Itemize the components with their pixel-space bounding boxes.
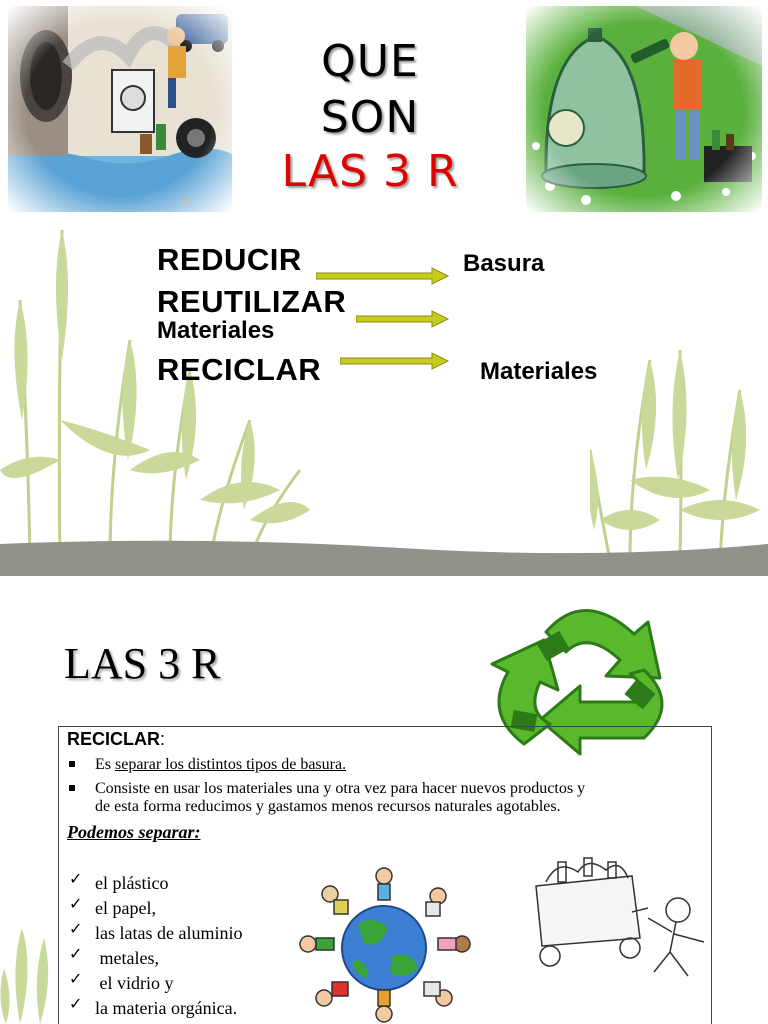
bullet-consiste-line-1: Consiste en usar los materiales una y otra vez para hacer nuevos productos y — [95, 780, 586, 797]
slide-2-title: LAS 3 R — [64, 639, 221, 688]
target-reducir: Basura — [463, 250, 545, 277]
check-icon: ✓ — [69, 944, 83, 963]
word-reutilizar: REUTILIZAR — [157, 284, 347, 319]
arrow-reutilizar — [356, 309, 450, 329]
title-line-3: LAS 3 R — [281, 146, 459, 197]
bullet-consiste-line-2: de esta forma reducimos y gastamos menos recursos naturales agotables. — [95, 798, 561, 815]
bullet-square — [69, 785, 75, 791]
recycling-cart-illustration — [528, 852, 712, 1002]
check-icon: ✓ — [69, 869, 83, 888]
separar-link[interactable]: separar los distintos tipos de basura. — [115, 756, 347, 773]
check-item-plastico: el plástico — [95, 873, 169, 893]
bullet-separar: Es separar los distintos tipos de basura. — [95, 756, 347, 773]
pollution-illustration — [8, 6, 232, 212]
check-item-vidrio: el vidrio y — [95, 973, 174, 993]
children-around-world-illustration — [298, 864, 476, 1024]
check-item-organica: la materia orgánica. — [95, 998, 238, 1018]
check-item-metales: metales, — [95, 948, 159, 968]
podemos-separar-heading: Podemos separar: — [67, 822, 201, 842]
check-icon: ✓ — [69, 894, 83, 913]
target-reciclar: Materiales — [480, 358, 598, 385]
word-reducir: REDUCIR — [157, 242, 302, 277]
arrow-reciclar — [340, 351, 450, 371]
check-icon: ✓ — [69, 969, 83, 988]
box-heading: RECICLAR: — [67, 729, 166, 749]
recycling-man-illustration — [526, 6, 762, 212]
grass-right-decoration — [590, 330, 768, 560]
target-reutilizar: Materiales — [157, 317, 275, 344]
title-line-1: QUE — [321, 36, 419, 87]
check-item-papel: el papel, — [95, 898, 156, 918]
word-reciclar: RECICLAR — [157, 352, 322, 387]
grass-bottom-left-decoration — [0, 928, 60, 1024]
check-item-latas: las latas de aluminio — [95, 923, 243, 943]
bullet-square — [69, 761, 75, 767]
title-line-2: SON — [320, 92, 420, 143]
slide-2 — [0, 576, 768, 1024]
check-icon: ✓ — [69, 919, 83, 938]
ground-decoration — [0, 530, 768, 576]
check-icon: ✓ — [69, 994, 83, 1013]
arrow-reducir — [316, 266, 450, 286]
